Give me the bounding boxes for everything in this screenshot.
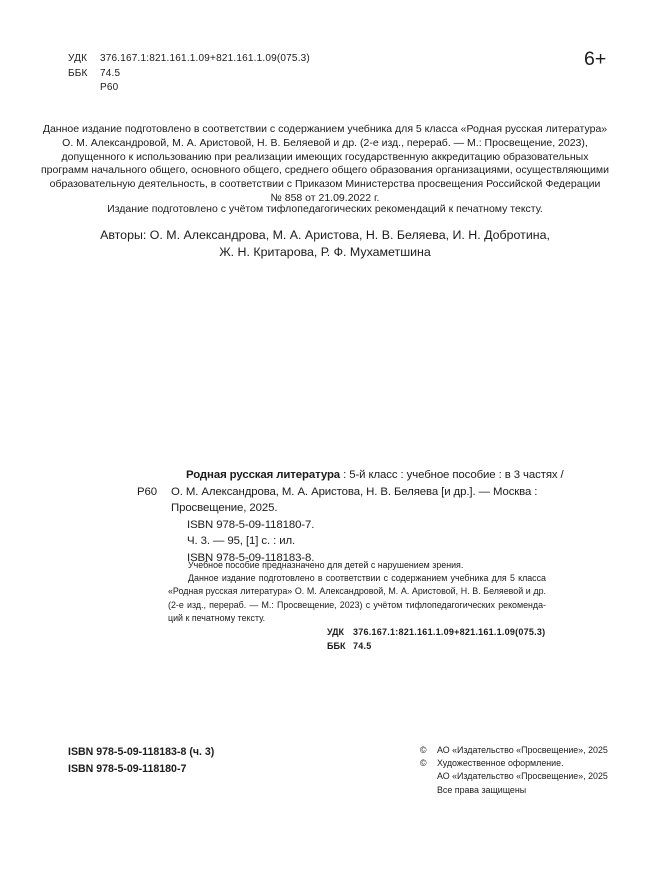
catalog-card bbox=[137, 467, 564, 566]
copyright-icon: © bbox=[420, 745, 427, 755]
card-authors-line: О. М. Александрова, М. А. Аристова, Н. В. Беляева [и др.]. — Москва : bbox=[171, 485, 538, 498]
authors-line: Авторы: О. М. Александрова, М. А. Аристова, Н. В. Беляева, И. Н. Добротина, bbox=[100, 228, 550, 242]
copyright-block bbox=[420, 744, 608, 797]
conformity-line: программ начального общего, основного общего, среднего общего образования организациями, осуществляющими bbox=[40, 164, 609, 177]
bbk-label: ББК bbox=[68, 67, 88, 79]
annotation-line: ций к печатному тексту. bbox=[168, 612, 266, 623]
udk-value: 376.167.1:821.161.1.09+821.161.1.09(075.3) bbox=[353, 627, 546, 637]
copyright-text: АО «Издательство «Просвещение», 2025 bbox=[437, 745, 608, 755]
bbk-line bbox=[68, 67, 310, 82]
classification-top bbox=[68, 52, 310, 96]
copyright-spacer bbox=[420, 784, 437, 797]
conformity-line: О. М. Александровой, М. А. Аристовой, Н. В. Беляевой и др. (2-е изд., перераб. — М.: Просвещение, 2023), bbox=[62, 136, 588, 149]
udk-line bbox=[68, 52, 310, 67]
copyright-text: АО «Издательство «Просвещение», 2025 bbox=[437, 771, 608, 782]
card-title-rest: : 5-й класс : учебное пособие : в 3 частях / bbox=[340, 469, 564, 481]
card-part-line: Ч. 3. — 95, [1] с. : ил. bbox=[187, 535, 296, 547]
conformity-line: № 858 от 21.09.2022 г. bbox=[270, 191, 380, 204]
annotation-block bbox=[168, 559, 546, 625]
card-title: Родная русская литература bbox=[186, 469, 341, 481]
copyright-text: Все права защищены bbox=[437, 784, 527, 795]
footer-isbn-line: ISBN 978-5-09-118183-8 (ч. 3) bbox=[68, 746, 215, 758]
catalog-card-text bbox=[171, 467, 564, 566]
conformity-line: Данное издание подготовлено в соответствии с содержанием учебника для 5 класса «Родная русская литература» bbox=[42, 123, 608, 135]
author-sign-line bbox=[68, 81, 310, 96]
udk-value: 376.167.1:821.161.1.09+821.161.1.09(075.3) bbox=[100, 53, 310, 64]
copyright-row bbox=[420, 784, 608, 797]
udk-label: УДК bbox=[68, 53, 88, 64]
card-author-sign: Р60 bbox=[137, 485, 157, 498]
authors-line: Ж. Н. Критарова, Р. Ф. Мухаметшина bbox=[219, 245, 431, 260]
udk-label: УДК bbox=[327, 627, 345, 637]
classification-bottom bbox=[327, 626, 545, 653]
conformity-note bbox=[32, 123, 618, 206]
annotation-line: «Родная русская литература» О. М. Александровой, М. А. Аристовой, Н. В. Беляевой и др. bbox=[168, 586, 546, 597]
bbk-line-bold bbox=[327, 640, 545, 654]
age-rating-badge: 6+ bbox=[584, 48, 607, 70]
copyright-row bbox=[420, 757, 608, 770]
bbk-value: 74.5 bbox=[353, 640, 372, 651]
conformity-line: образовательную деятельность, в соответствии с Приказом Министерства просвещения Российской Федерации bbox=[49, 178, 601, 191]
author-sign: Р60 bbox=[100, 82, 119, 93]
footer-isbn-line: ISBN 978-5-09-118180-7 bbox=[68, 763, 187, 776]
card-publisher-line: Просвещение, 2025. bbox=[171, 502, 278, 514]
udk-line-bold bbox=[327, 626, 545, 640]
copyright-text: Художественное оформление. bbox=[437, 758, 564, 769]
copyright-spacer bbox=[420, 770, 437, 783]
typhlo-note: Издание подготовлено с учётом тифлопедагогических рекомендаций к печатному тексту. bbox=[107, 203, 543, 215]
card-isbn-part: ISBN 978-5-09-118183-8. bbox=[187, 551, 315, 564]
conformity-line: допущенного к использованию при реализации имеющих государственную аккредитацию образовательных bbox=[61, 150, 589, 163]
footer-isbn-block bbox=[68, 744, 214, 779]
bbk-value: 74.5 bbox=[100, 67, 121, 79]
annotation-line: (2-е изд., перераб. — М.: Просвещение, 2023) с учётом тифлопедагогических рекоменда- bbox=[168, 599, 546, 610]
copyright-row bbox=[420, 770, 608, 783]
bbk-label: ББК bbox=[327, 640, 346, 651]
card-isbn-set: ISBN 978-5-09-118180-7. bbox=[187, 518, 315, 531]
annotation-line: Учебное пособие предназначено для детей с нарушением зрения. bbox=[188, 560, 464, 570]
annotation-line: Данное издание подготовлено в соответствии с содержанием учебника для 5 класса bbox=[188, 573, 546, 584]
card-title-line bbox=[171, 467, 564, 484]
authors-block bbox=[32, 227, 618, 262]
copyright-icon: © bbox=[420, 758, 427, 769]
copyright-row bbox=[420, 744, 608, 757]
